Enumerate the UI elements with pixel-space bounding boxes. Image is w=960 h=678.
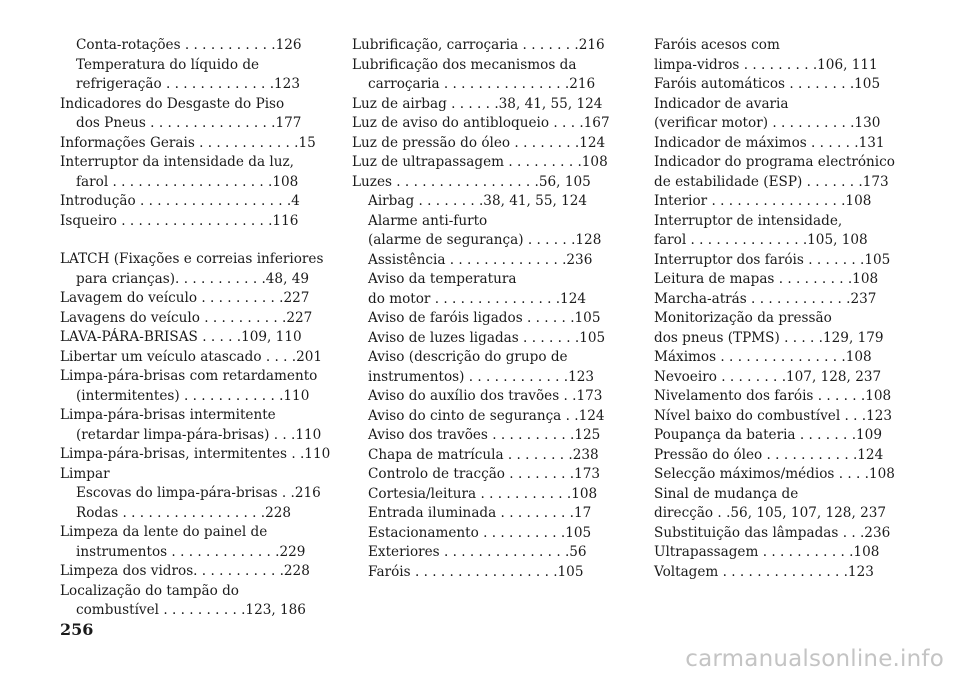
index-entry: Aviso de luzes ligadas . . . . . . .105 [368, 329, 606, 346]
index-entry: Leitura de mapas . . . . . . . . .108 [654, 271, 879, 287]
page-number: 256 [60, 620, 94, 639]
index-entry: Limpar [60, 465, 110, 482]
index-entry: Temperatura do líquido de [76, 56, 260, 73]
index-column-1 [60, 36, 331, 621]
index-entry: Lubrificação dos mecanismos da [352, 56, 577, 73]
index-entry: para crianças). . . . . . . . . . .48, 49 [76, 270, 310, 287]
index-entry: Substituição das lâmpadas . . .236 [654, 524, 891, 541]
index-entry: Monitorização da pressão [654, 310, 832, 326]
index-entry: Estacionamento . . . . . . . . . .105 [368, 524, 592, 541]
index-entry: Introdução . . . . . . . . . . . . . . . . . .4 [60, 193, 300, 209]
index-entry: Indicadores do Desgaste do Piso [60, 95, 285, 112]
index-entry: Sinal de mudança de [654, 485, 799, 502]
index-entry: instrumentos) . . . . . . . . . . . .123 [368, 368, 595, 385]
index-entry: Faróis automáticos . . . . . . . .105 [654, 76, 881, 92]
index-entry: Indicador do programa electrónico [654, 154, 895, 170]
index-entry: Aviso dos travões . . . . . . . . . .125 [368, 427, 601, 443]
index-entry: farol . . . . . . . . . . . . . . . . . . .108 [76, 173, 299, 190]
watermark: carmanualsonline.info [685, 646, 944, 672]
index-entry: Lavagem do veículo . . . . . . . . . .227 [60, 290, 310, 306]
index-entry: Indicador de máximos . . . . . .131 [654, 134, 885, 151]
index-entry: refrigeração . . . . . . . . . . . . .123 [76, 76, 300, 92]
index-entry: Entrada iluminada . . . . . . . . .17 [368, 505, 592, 521]
index-entry: (intermitentes) . . . . . . . . . . . .110 [76, 387, 310, 404]
index-entry: (alarme de segurança) . . . . . .128 [368, 232, 602, 248]
index-entry: Interruptor de intensidade, [654, 212, 843, 229]
index-entry: Luz de pressão do óleo . . . . . . . .124 [352, 134, 606, 151]
index-entry: combustível . . . . . . . . . .123, 186 [76, 602, 306, 618]
index-entry: Aviso do auxílio dos travões . .173 [368, 388, 603, 404]
index-entry: Indicador de avaria [654, 95, 789, 112]
index-entry: Chapa de matrícula . . . . . . . .238 [368, 446, 599, 463]
index-entry: instrumentos . . . . . . . . . . . . .229 [76, 543, 306, 560]
index-entry: Limpeza da lente do painel de [60, 524, 268, 540]
index-entry: Nevoeiro . . . . . . . .107, 128, 237 [654, 368, 882, 385]
index-entry: Escovas do limpa-pára-brisas . .216 [76, 485, 321, 501]
index-entry: Conta-rotações . . . . . . . . . . .126 [76, 37, 302, 53]
index-entry: direcção . .56, 105, 107, 128, 237 [654, 505, 887, 521]
index-column-2 [352, 36, 610, 582]
index-entry: Controlo de tracção . . . . . . . .173 [368, 466, 601, 482]
index-entry: Lubrificação, carroçaria . . . . . . .216 [352, 37, 605, 53]
index-entry: Aviso de faróis ligados . . . . . .105 [368, 310, 601, 326]
index-entry: Selecção máximos/médios . . . .108 [654, 466, 895, 482]
index-entry: Aviso da temperatura [368, 271, 517, 287]
index-entry: Luzes . . . . . . . . . . . . . . . . .56, 105 [352, 173, 591, 190]
index-entry: Faróis acesos com [654, 37, 780, 53]
index-entry: Localização do tampão do [60, 582, 239, 599]
index-entry: Interior . . . . . . . . . . . . . . . .108 [654, 193, 872, 209]
index-entry: Marcha-atrás . . . . . . . . . . . .237 [654, 290, 877, 307]
index-entry: Aviso do cinto de segurança . .124 [368, 407, 605, 424]
index-entry: Isqueiro . . . . . . . . . . . . . . . . . .116 [60, 212, 299, 229]
index-entry: Limpa-pára-brisas intermitente [60, 407, 276, 423]
index-entry: Limpeza dos vidros. . . . . . . . . . .228 [60, 563, 310, 579]
index-entry: dos Pneus . . . . . . . . . . . . . . .177 [76, 115, 302, 131]
index-entry: carroçaria . . . . . . . . . . . . . . .216 [368, 76, 596, 92]
index-entry: de estabilidade (ESP) . . . . . . .173 [654, 173, 889, 190]
index-entry: dos pneus (TPMS) . . . . .129, 179 [654, 329, 884, 346]
index-entry: do motor . . . . . . . . . . . . . . .124 [368, 290, 587, 307]
index-entry: limpa-vidros . . . . . . . . .106, 111 [654, 56, 878, 73]
index-entry: Libertar um veículo atascado . . . .201 [60, 348, 323, 365]
index-entry: Nível baixo do combustível . . .123 [654, 407, 893, 424]
index-entry: Máximos . . . . . . . . . . . . . . .108 [654, 349, 872, 365]
index-entry: LATCH (Fixações e correias inferiores [60, 251, 324, 267]
index-entry: Nivelamento dos faróis . . . . . .108 [654, 388, 892, 404]
index-entry: Luz de aviso do antibloqueio . . . .167 [352, 115, 610, 131]
index-entry: Poupança da bateria . . . . . . .109 [654, 427, 882, 443]
index-entry: Limpa-pára-brisas com retardamento [60, 368, 318, 384]
index-entry: Pressão do óleo . . . . . . . . . . .124 [654, 446, 884, 463]
index-entry: Ultrapassagem . . . . . . . . . . .108 [654, 544, 880, 560]
index-entry: Assistência . . . . . . . . . . . . . .236 [368, 251, 593, 268]
index-entry: LAVA-PÁRA-BRISAS . . . . .109, 110 [60, 329, 302, 345]
index-entry: Informações Gerais . . . . . . . . . . . .15 [60, 134, 316, 151]
index-entry: Aviso (descrição do grupo de [368, 349, 568, 365]
index-entry: Exteriores . . . . . . . . . . . . . . .56 [368, 544, 587, 560]
index-entry: Voltagem . . . . . . . . . . . . . . .123 [654, 563, 874, 580]
index-entry: Luz de airbag . . . . . .38, 41, 55, 124 [352, 95, 603, 112]
index-entry: Faróis . . . . . . . . . . . . . . . . .105 [368, 563, 584, 580]
index-entry: Rodas . . . . . . . . . . . . . . . . .228 [76, 504, 292, 521]
index-entry: Alarme anti-furto [368, 212, 488, 229]
index-entry: Luz de ultrapassagem . . . . . . . . .108 [352, 154, 608, 170]
index-entry: (verificar motor) . . . . . . . . . .130 [654, 115, 881, 131]
index-column-3 [654, 36, 910, 582]
index-entry: farol . . . . . . . . . . . . . .105, 108 [654, 232, 868, 248]
index-entry: Lavagens do veículo . . . . . . . . . .227 [60, 309, 313, 326]
index-entry: (retardar limpa-pára-brisas) . . .110 [76, 426, 322, 443]
index-entry: Limpa-pára-brisas, intermitentes . .110 [60, 446, 331, 462]
index-entry: Interruptor dos faróis . . . . . . .105 [654, 251, 891, 268]
index-entry: Cortesia/leitura . . . . . . . . . . .108 [368, 485, 598, 502]
index-entry: Airbag . . . . . . . .38, 41, 55, 124 [368, 193, 588, 209]
index-entry: Interruptor da intensidade da luz, [60, 154, 294, 170]
